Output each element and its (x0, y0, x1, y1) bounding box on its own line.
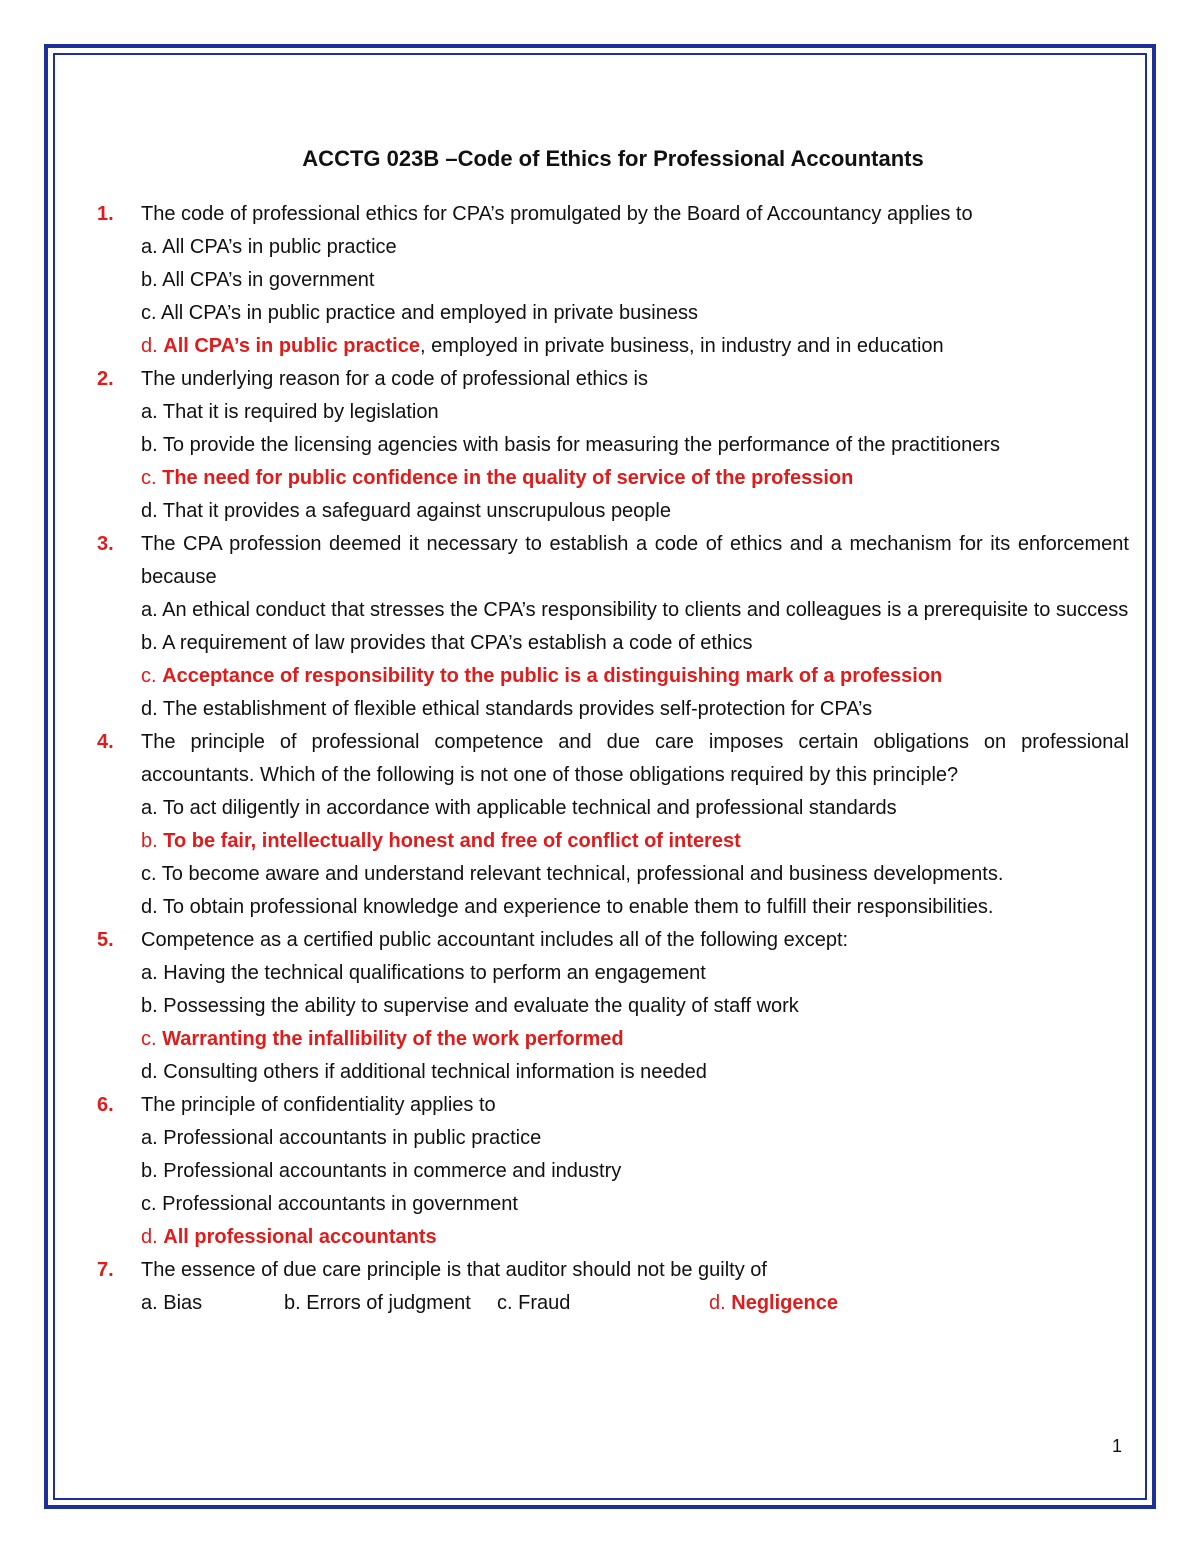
option (141, 792, 1129, 825)
question-number: 7. (97, 1259, 114, 1281)
option-letter: d. (709, 1292, 726, 1314)
option-text: All CPA’s in public practice (162, 236, 397, 258)
option-text: An ethical conduct that stresses the CPA’s responsibility to clients and colleagues is a prerequisite to success (162, 599, 1129, 621)
question-text: The principle of professional competence and due care imposes certain obligations on professional accountants. Which of the following is not one of those obligations required by this principle? (141, 731, 1129, 786)
option-letter: d. (141, 896, 158, 918)
question-item (97, 1254, 1129, 1320)
option (141, 1188, 1129, 1221)
option-text: Professional accountants in commerce and industry (163, 1160, 622, 1182)
correct-answer-text: Acceptance of responsibility to the public is a distinguishing mark of a profession (162, 665, 943, 687)
question-number: 5. (97, 929, 114, 951)
option-letter: d. (141, 335, 158, 357)
question-text: Competence as a certified public accountant includes all of the following except: (141, 929, 849, 951)
option-letter: b. (141, 269, 158, 291)
option (141, 1287, 284, 1320)
option (141, 627, 1129, 660)
option (141, 297, 1129, 330)
question-item (97, 726, 1129, 924)
option-text: That it is required by legislation (162, 401, 439, 423)
option-letter: b. (141, 1160, 158, 1182)
question-text: The CPA profession deemed it necessary to establish a code of ethics and a mechanism for its enforcement because (141, 533, 1129, 588)
option-letter: c. (141, 1193, 157, 1215)
option-letter: d. (141, 1226, 158, 1248)
option-text: To provide the licensing agencies with basis for measuring the performance of the practitioners (162, 434, 1000, 456)
option-text: The establishment of flexible ethical standards provides self-protection for CPA’s (162, 698, 873, 720)
option-text: , employed in private business, in industry and in education (419, 335, 944, 357)
question-number: 2. (97, 368, 114, 390)
option-text: Having the technical qualifications to perform an engagement (163, 962, 706, 984)
option-letter: a. (141, 1127, 158, 1149)
document-title: ACCTG 023B –Code of Ethics for Professional Accountants (302, 146, 924, 171)
question-text: The principle of confidentiality applies to (141, 1094, 496, 1116)
option (141, 495, 1129, 528)
option-letter: a. (141, 797, 158, 819)
question-item (97, 363, 1129, 528)
option (141, 1122, 1129, 1155)
option (141, 957, 1129, 990)
option (141, 1056, 1129, 1089)
option-text: To obtain professional knowledge and experience to enable them to fulfill their responsibilities. (162, 896, 994, 918)
correct-answer-text: All CPA’s in public practice (163, 335, 420, 357)
option-letter: b. (284, 1292, 301, 1314)
correct-answer-text: To be fair, intellectually honest and free of conflict of interest (163, 830, 741, 852)
correct-answer-text: All professional accountants (163, 1226, 437, 1248)
question-item (97, 528, 1129, 726)
option (284, 1287, 497, 1320)
document-content (97, 142, 1129, 1320)
question-body (141, 1254, 1129, 1320)
question-number: 3. (97, 533, 114, 555)
option-text: Possessing the ability to supervise and evaluate the quality of staff work (163, 995, 799, 1017)
option (141, 594, 1129, 627)
option-letter: c. (497, 1292, 513, 1314)
question-body (141, 1089, 1129, 1254)
option-letter: b. (141, 830, 158, 852)
option-letter: a. (141, 401, 158, 423)
option-letter: c. (141, 1028, 157, 1050)
option-letter: b. (141, 434, 158, 456)
correct-answer-text: Warranting the infallibility of the work performed (162, 1028, 624, 1050)
option (141, 891, 1129, 924)
correct-answer-text: The need for public confidence in the quality of service of the profession (162, 467, 854, 489)
option (141, 264, 1129, 297)
question-text: The underlying reason for a code of professional ethics is (141, 368, 648, 390)
option-letter: d. (141, 698, 158, 720)
option-letter: c. (141, 302, 157, 324)
option (141, 429, 1129, 462)
option-letter: a. (141, 236, 158, 258)
option-letter: a. (141, 962, 158, 984)
option-row (141, 1287, 1129, 1320)
question-number: 4. (97, 731, 114, 753)
answer-option (141, 1221, 1129, 1254)
answer-option (709, 1287, 909, 1320)
answer-option (141, 825, 1129, 858)
option-text: Professional accountants in public practice (163, 1127, 542, 1149)
option-letter: a. (141, 599, 158, 621)
question-text: The essence of due care principle is that auditor should not be guilty of (141, 1259, 767, 1281)
answer-option (141, 330, 1129, 363)
option (141, 1155, 1129, 1188)
option-letter: c. (141, 863, 157, 885)
option-text: That it provides a safeguard against unscrupulous people (162, 500, 671, 522)
question-text: The code of professional ethics for CPA’s promulgated by the Board of Accountancy applies to (141, 203, 973, 225)
option (497, 1287, 709, 1320)
option (141, 858, 1129, 891)
option-text: Professional accountants in government (162, 1193, 518, 1215)
option-letter: d. (141, 500, 158, 522)
option-letter: a. (141, 1292, 158, 1314)
option-letter: b. (141, 995, 158, 1017)
option (141, 990, 1129, 1023)
question-body (141, 363, 1129, 528)
option-text: To act diligently in accordance with applicable technical and professional standards (162, 797, 897, 819)
option-text: To become aware and understand relevant technical, professional and business developments. (161, 863, 1004, 885)
question-item (97, 1089, 1129, 1254)
question-body (141, 198, 1129, 363)
option (141, 396, 1129, 429)
option-letter: c. (141, 467, 157, 489)
question-body (141, 528, 1129, 726)
option-text: Bias (163, 1292, 203, 1314)
option (141, 231, 1129, 264)
question-item (97, 924, 1129, 1089)
option-letter: c. (141, 665, 157, 687)
question-body (141, 726, 1129, 924)
option-text: Fraud (518, 1292, 571, 1314)
option-text: A requirement of law provides that CPA’s establish a code of ethics (162, 632, 753, 654)
option-letter: d. (141, 1061, 158, 1083)
page-number: 1 (1112, 1436, 1123, 1456)
question-list (97, 198, 1129, 1320)
answer-option (141, 462, 1129, 495)
option (141, 693, 1129, 726)
answer-option (141, 660, 1129, 693)
question-item (97, 198, 1129, 363)
answer-option (141, 1023, 1129, 1056)
option-text: Consulting others if additional technical information is needed (163, 1061, 707, 1083)
question-number: 1. (97, 203, 114, 225)
correct-answer-text: Negligence (731, 1292, 838, 1314)
option-letter: b. (141, 632, 158, 654)
option-text: Errors of judgment (306, 1292, 471, 1314)
option-text: All CPA’s in government (162, 269, 375, 291)
option-text: All CPA’s in public practice and employed in private business (161, 302, 698, 324)
question-number: 6. (97, 1094, 114, 1116)
question-body (141, 924, 1129, 1089)
